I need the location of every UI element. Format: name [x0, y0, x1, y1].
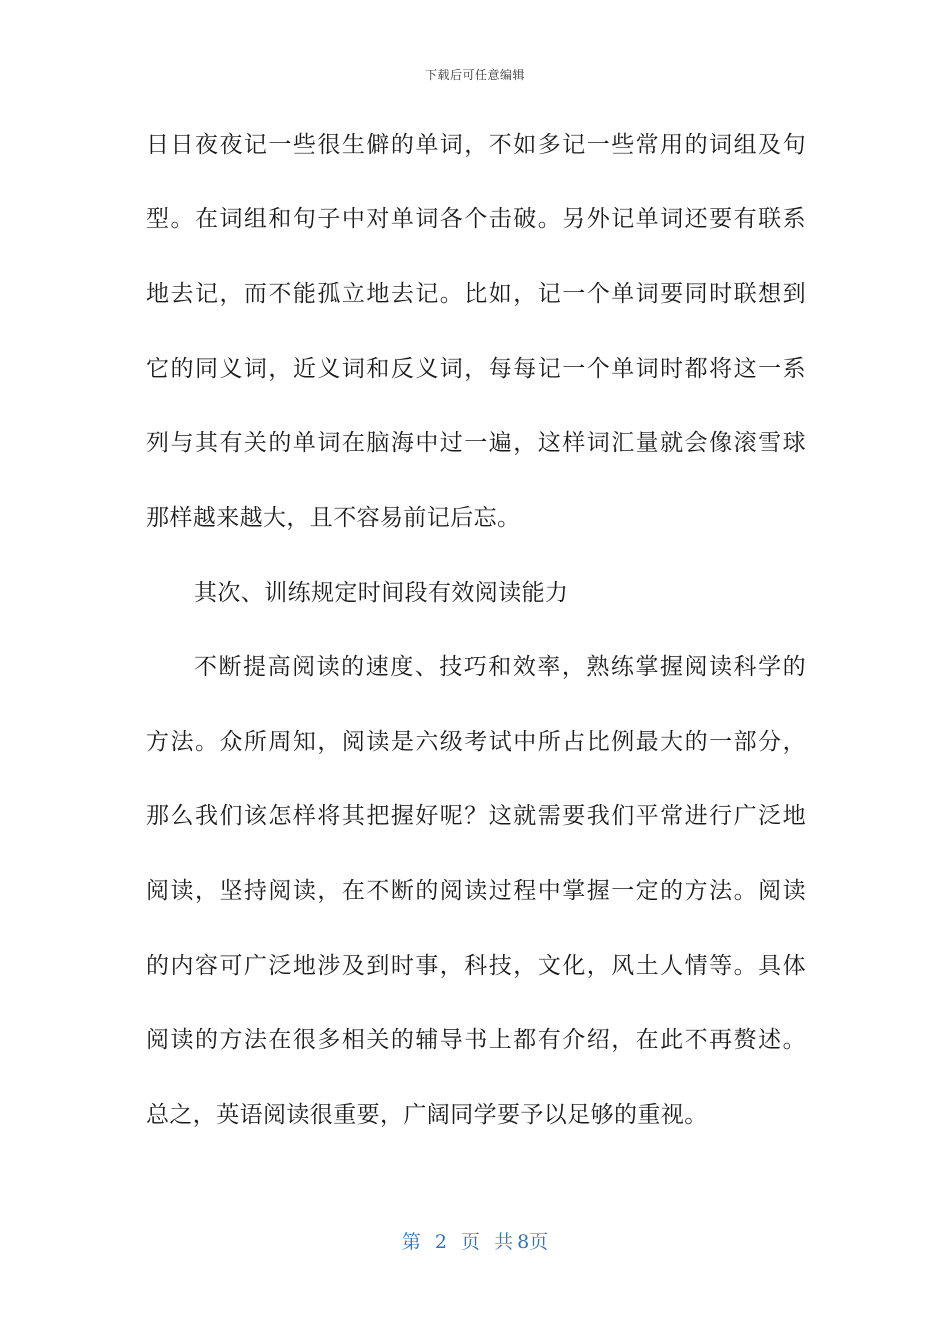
paragraph-line: 那么我们该怎样将其把握好呢？这就需要我们平常进行广泛地 — [146, 803, 806, 829]
page-label: 页 — [461, 1231, 481, 1253]
paragraph-line: 地去记，而不能孤立地去记。比如，记一个单词要同时联想到 — [146, 281, 806, 307]
paragraph-line: 阅读的方法在很多相关的辅导书上都有介绍，在此不再赘述。 — [146, 1027, 806, 1053]
paragraph-line: 阅读，坚持阅读，在不断的阅读过程中掌握一定的方法。阅读 — [146, 878, 806, 904]
section-heading: 其次、训练规定时间段有效阅读能力 — [194, 580, 569, 606]
paragraph-line: 的内容可广泛地涉及到时事，科技，文化，风土人情等。具体 — [146, 953, 806, 979]
total-pages: 8页 — [517, 1231, 549, 1253]
paragraph-line: 那样越来越大，且不容易前记后忘。 — [146, 505, 521, 531]
paragraph-line: 方法。众所周知，阅读是六级考试中所占比例最大的一部分， — [146, 729, 806, 755]
total-label: 共 — [494, 1231, 514, 1253]
paragraph-line: 总之，英语阅读很重要，广阔同学要予以足够的重视。 — [146, 1102, 708, 1128]
page-label-prefix: 第 — [401, 1231, 421, 1253]
paragraph-line: 不断提高阅读的速度、技巧和效率，熟练掌握阅读科学的 — [194, 654, 806, 680]
paragraph-line: 型。在词组和句子中对单词各个击破。另外记单词还要有联系 — [146, 206, 806, 232]
paragraph-line: 它的同义词，近义词和反义词，每每记一个单词时都将这一系 — [146, 356, 806, 382]
page-header-note: 下载后可任意编辑 — [424, 68, 525, 82]
paragraph-line: 日日夜夜记一些很生僻的单词，不如多记一些常用的词组及句 — [146, 132, 806, 158]
paragraph-line: 列与其有关的单词在脑海中过一遍，这样词汇量就会像滚雪球 — [146, 430, 806, 456]
page-footer — [0, 1227, 950, 1254]
current-page-number: 2 — [434, 1231, 447, 1253]
